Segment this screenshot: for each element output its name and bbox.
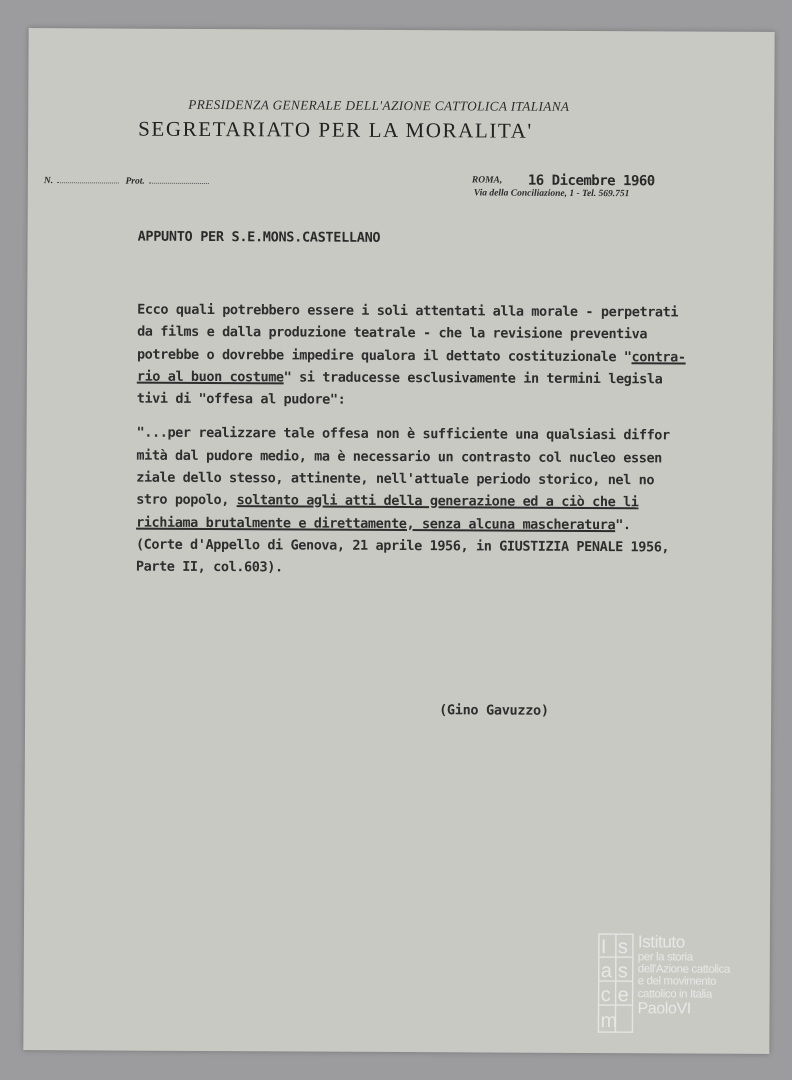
quote-line: ziale dello stesso, attinente, nell'attuale periodo storico, nel no (136, 469, 655, 489)
prot-dotted-line (149, 175, 209, 184)
quote-text: ". (615, 516, 631, 533)
quote-text: stro popolo, (136, 491, 237, 509)
logo-line: dell'Azione cattolica (637, 963, 731, 976)
letterhead-presidenza: PRESIDENZA GENERALE DELL'AZIONE CATTOLICA ITALIANA (188, 96, 570, 114)
underlined-text: soltanto agli atti della generazione ed a ciò che li (236, 492, 639, 511)
paragraph-line: tivi di "offesa al pudore": (136, 390, 346, 408)
citation-line: (Corte d'Appello di Genova, 21 aprile 1956, in GIUSTIZIA PENALE 1956, (135, 536, 670, 556)
quote-line (136, 511, 776, 537)
underlined-text: rio al buon costume (136, 368, 284, 386)
underlined-text: richiama brutalmente e direttamente, senza alcuna mascheratura (136, 514, 616, 533)
roma-label: ROMA, (471, 175, 503, 186)
quote-line: mità dal pudore medio, ma è necessario un contrasto col nucleo essen (136, 447, 662, 467)
svg-text:s: s (617, 936, 628, 959)
logo-line: per la storia (637, 951, 693, 964)
paragraph-text: potrebbe o dovrebbe impedire qualora il dettato costituzionale " (136, 346, 632, 365)
isacem-monogram-icon (597, 933, 634, 1033)
quote-line (136, 489, 776, 515)
svg-text:s: s (617, 960, 628, 983)
n-dotted-line (57, 174, 119, 183)
svg-text:a: a (600, 960, 612, 983)
quote-line: "...per realizzare tale offesa non è sufficiente una qualsiasi diffor (136, 425, 670, 444)
paragraph-line (137, 366, 777, 392)
paragraph-text: " si traducesse esclusivamente in termini legisla (283, 369, 663, 388)
citation-line: Parte II, col.603). (135, 558, 283, 576)
paragraph-line: da films e dalla produzione teatrale - che la revisione preventiva (137, 323, 648, 343)
underlined-text: contra- (631, 348, 686, 366)
logo-line: e del movimento (637, 975, 717, 989)
n-label: N. (43, 176, 54, 187)
letter-date: 16 Dicembre 1960 (527, 172, 655, 190)
svg-text:e: e (617, 984, 629, 1007)
letterhead-address: Via della Conciliazione, 1 - Tel. 569.751 (473, 188, 630, 200)
logo-line: Istituto (637, 932, 685, 952)
letter-sheet (23, 28, 774, 1054)
logo-line: cattolico in Italia (637, 987, 712, 1001)
letterhead-segretariato: SEGRETARIATO PER LA MORALITA' (138, 116, 533, 143)
svg-text:c: c (600, 984, 611, 1007)
prot-label: Prot. (125, 176, 145, 187)
signature: (Gino Gavuzzo) (439, 702, 549, 719)
memo-heading: APPUNTO PER S.E.MONS.CASTELLANO (137, 228, 381, 246)
paragraph-line: Ecco quali potrebbero essere i soli attentati alla morale - perpetrati (137, 301, 679, 321)
svg-text:I: I (600, 936, 607, 959)
paragraph-line (137, 343, 777, 369)
institute-logo (597, 933, 768, 1044)
memo-body (136, 299, 777, 582)
svg-text:m: m (600, 1010, 618, 1033)
protocol-fields (44, 174, 213, 187)
logo-line: PaoloVI (637, 1000, 691, 1018)
logo-text (638, 933, 768, 1017)
